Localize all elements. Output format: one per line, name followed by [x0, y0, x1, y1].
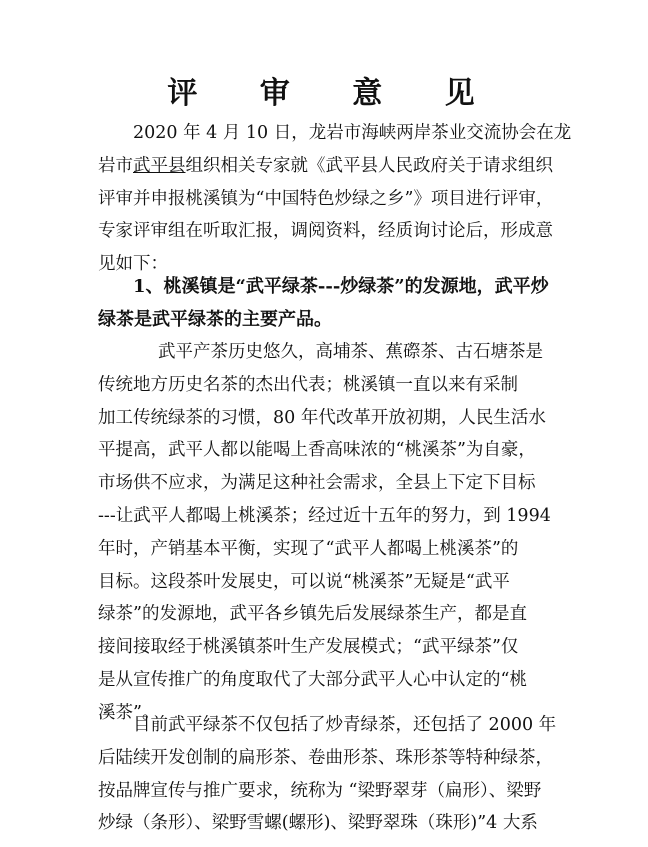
- text-line: 传统地方历史名茶的杰出代表；桃溪镇一直以来有采制: [98, 374, 518, 395]
- text-line: 绿茶”的发源地，武平各乡镇先后发展绿茶生产，都是直: [98, 604, 527, 625]
- text-line: 见如下：: [98, 254, 168, 275]
- text-line: 评审并申报桃溪镇为“中国特色炒绿之乡”》项目进行评审，: [98, 188, 554, 209]
- text-line: 年时，产销基本平衡，实现了“武平人都喝上桃溪茶”的: [98, 538, 519, 559]
- text-line: 2020 年 4 月 10 日，龙岩市海峡两岸茶业交流协会在龙: [133, 123, 572, 143]
- text-line: 目标。这段茶叶发展史，可以说“桃溪茶”无疑是“武平: [98, 571, 510, 592]
- text-line: 市场供不应求，为满足这种社会需求，全县上下定下目标: [98, 473, 536, 494]
- document-title: 评 审 意 见: [167, 76, 501, 111]
- text-line: 后陆续开发创制的扁形茶、卷曲形茶、珠形茶等特种绿茶，: [98, 747, 553, 768]
- text-line: 接间接取经于桃溪镇茶叶生产发展模式；“武平绿茶”仅: [98, 637, 519, 658]
- text-line: 按品牌宣传与推广要求，统称为 “梁野翠芽（扁形）、梁野: [98, 780, 542, 801]
- text-line: 是从宣传推广的角度取代了大部分武平人心中认定的“桃: [98, 669, 527, 690]
- text-segment: 组织相关专家就《武平县人民政府关于请求组织: [185, 155, 553, 176]
- text-line: 专家评审组在听取汇报，调阅资料，经质询讨论后，形成意: [98, 221, 553, 242]
- text-line: 加工传统绿茶的习惯，80 年代改革开放初期，人民生活水: [98, 407, 546, 428]
- heading-line: 1、桃溪镇是“武平绿茶---炒绿茶”的发源地，武平炒: [133, 276, 549, 297]
- text-line: 平提高，武平人都以能喝上香高味浓的“桃溪茶”为自豪，: [98, 440, 536, 461]
- products-paragraph: [98, 709, 560, 840]
- intro-paragraph: [98, 117, 572, 281]
- section-heading-1: [98, 271, 560, 337]
- text-segment: 岩市: [98, 155, 133, 176]
- text-line: 炒绿（条形）、梁野雪螺(螺形)、梁野翠珠（珠形)”4 大系: [98, 813, 538, 834]
- text-line: 武平产茶历史悠久，高埔茶、蕉磜茶、古石塘茶是: [158, 342, 543, 362]
- history-paragraph: [98, 336, 560, 730]
- heading-line: 绿茶是武平绿茶的主要产品。: [98, 308, 332, 330]
- text-line: ---让武平人都喝上桃溪茶；经过近十五年的努力，到 1994: [98, 505, 551, 526]
- text-line: 目前武平绿茶不仅包括了炒青绿茶，还包括了 2000 年: [133, 715, 557, 735]
- text-line: 溪茶”。: [98, 702, 160, 723]
- underlined-text: 武平县: [133, 155, 186, 176]
- text-line: [98, 150, 560, 183]
